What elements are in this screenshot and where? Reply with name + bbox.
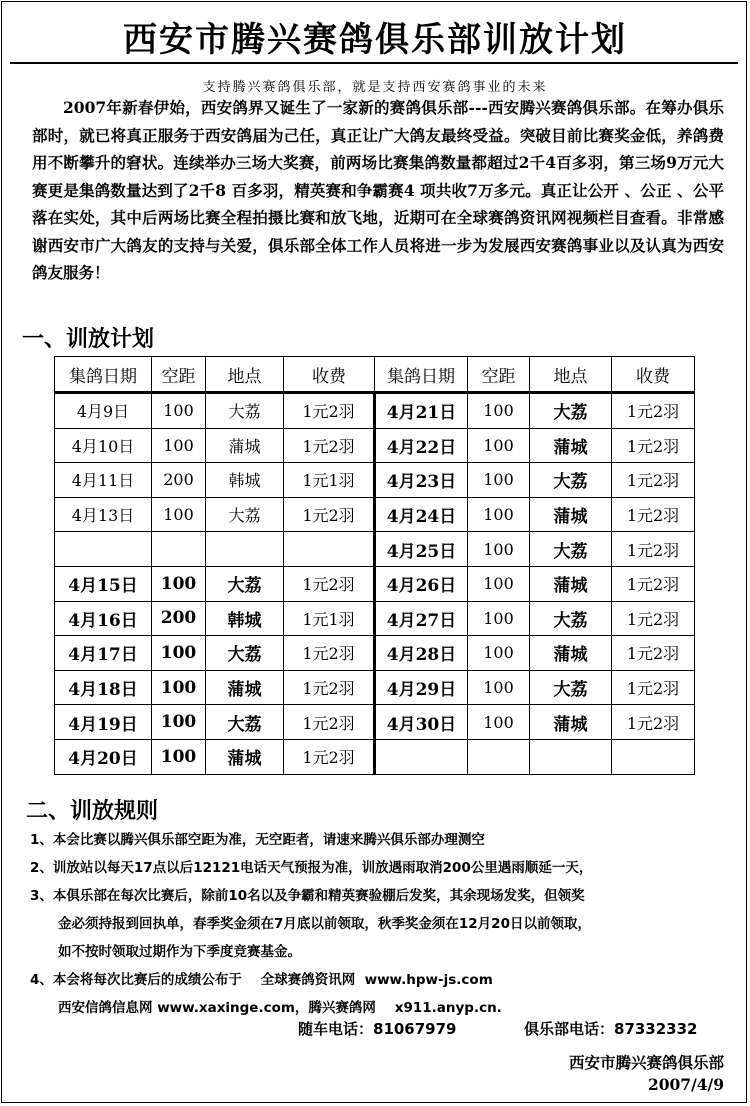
table-cell: 4月15日 — [55, 566, 152, 601]
table-cell — [284, 532, 375, 567]
table-cell — [55, 532, 152, 567]
table-cell: 大荔 — [530, 670, 612, 705]
table-cell: 蒲城 — [530, 497, 612, 532]
section-heading-rules: 二、训放规则 — [26, 799, 159, 824]
table-cell: 1元2羽 — [284, 670, 375, 705]
table-cell: 4月18日 — [55, 670, 152, 705]
table-cell: 1元2羽 — [612, 670, 695, 705]
table-row — [55, 497, 695, 532]
rule-item-continuation: 西安信鸽信息网 www.xaxinge.com，腾兴赛鸽网 x911.anyp.cn. — [58, 1000, 502, 1016]
slogan: 支持腾兴赛鸽俱乐部，就是支持西安赛鸽事业的未来 — [202, 80, 548, 95]
table-cell: 4月20日 — [55, 739, 152, 774]
table-cell: 4月27日 — [375, 601, 468, 636]
table-cell: 4月26日 — [375, 566, 468, 601]
table-cell — [375, 739, 468, 774]
table-cell: 蒲城 — [530, 428, 612, 463]
table-header-row — [55, 357, 695, 393]
table-cell — [468, 739, 530, 774]
table-cell: 大荔 — [206, 497, 284, 532]
table-cell: 1元2羽 — [612, 636, 695, 671]
table-cell: 大荔 — [206, 566, 284, 601]
col-header: 地点 — [206, 357, 284, 393]
table-row — [55, 705, 695, 740]
table-row — [55, 636, 695, 671]
table-cell: 100 — [468, 463, 530, 498]
table-cell: 蒲城 — [206, 670, 284, 705]
signature-org: 西安市腾兴赛鸽俱乐部 — [568, 1053, 724, 1072]
table-row — [55, 739, 695, 774]
table-cell: 蒲城 — [530, 636, 612, 671]
table-cell: 1元2羽 — [284, 566, 375, 601]
table-cell: 1元2羽 — [284, 393, 375, 429]
table-cell: 100 — [152, 566, 206, 601]
table-cell: 100 — [152, 670, 206, 705]
section-heading-schedule: 一、训放计划 — [22, 327, 155, 352]
table-cell: 1元2羽 — [612, 566, 695, 601]
table-cell: 1元2羽 — [612, 393, 695, 429]
table-cell: 4月23日 — [375, 463, 468, 498]
table-cell: 100 — [152, 636, 206, 671]
table-cell: 4月25日 — [375, 532, 468, 567]
table-cell: 4月11日 — [55, 463, 152, 498]
table-cell: 1元1羽 — [284, 601, 375, 636]
table-row — [55, 601, 695, 636]
signature-block — [569, 1052, 724, 1096]
table-cell: 4月24日 — [375, 497, 468, 532]
signature-date: 2007/4/9 — [647, 1075, 724, 1094]
table-cell: 4月21日 — [375, 393, 468, 429]
rules-list — [30, 826, 730, 1022]
table-cell: 4月29日 — [375, 670, 468, 705]
table-cell: 大荔 — [530, 463, 612, 498]
table-cell: 100 — [468, 670, 530, 705]
table-cell — [152, 532, 206, 567]
table-cell: 大荔 — [206, 393, 284, 429]
table-cell: 100 — [468, 705, 530, 740]
table-cell: 1元2羽 — [612, 428, 695, 463]
table-cell: 100 — [152, 497, 206, 532]
table-cell: 蒲城 — [206, 428, 284, 463]
table-cell: 大荔 — [530, 601, 612, 636]
rule-item: 2、训放站以每天17点以后12121电话天气预报为准，训放遇雨取消200公里遇雨顺延一天， — [30, 860, 593, 876]
rule-item: 4、本会将每次比赛后的成绩公布于 全球赛鸽资讯网 www.hpw-js.com — [30, 972, 493, 988]
table-cell: 100 — [468, 636, 530, 671]
table-cell: 1元2羽 — [612, 532, 695, 567]
table-cell: 100 — [468, 532, 530, 567]
table-cell: 大荔 — [206, 636, 284, 671]
table-cell: 韩城 — [206, 601, 284, 636]
table-cell: 大荔 — [530, 393, 612, 429]
table-cell: 4月22日 — [375, 428, 468, 463]
table-cell: 大荔 — [530, 532, 612, 567]
table-cell: 1元2羽 — [612, 463, 695, 498]
table-cell: 200 — [152, 601, 206, 636]
table-row — [55, 532, 695, 567]
col-header: 收费 — [284, 357, 375, 393]
table-cell: 100 — [152, 393, 206, 429]
table-cell: 4月28日 — [375, 636, 468, 671]
table-row — [55, 428, 695, 463]
table-row — [55, 670, 695, 705]
rule-item-continuation: 金必须持报到回执单，春季奖金须在7月底以前领取，秋季奖金须在12月20日以前领取， — [58, 916, 591, 932]
table-cell: 4月19日 — [55, 705, 152, 740]
col-header: 空距 — [468, 357, 530, 393]
table-cell: 1元2羽 — [612, 601, 695, 636]
table-cell: 4月10日 — [55, 428, 152, 463]
table-cell: 100 — [468, 601, 530, 636]
table-cell: 100 — [152, 428, 206, 463]
col-header: 地点 — [530, 357, 612, 393]
table-cell: 100 — [152, 705, 206, 740]
table-cell: 100 — [468, 566, 530, 601]
table-row — [55, 463, 695, 498]
table-cell: 1元2羽 — [612, 497, 695, 532]
table-cell: 大荔 — [206, 705, 284, 740]
table-cell: 1元1羽 — [284, 463, 375, 498]
schedule-table — [54, 356, 695, 775]
table-cell: 100 — [152, 739, 206, 774]
col-header: 集鸽日期 — [375, 357, 468, 393]
rule-item: 3、本俱乐部在每次比赛后，除前10名以及争霸和精英赛验棚后发奖，其余现场发奖，但领奖 — [30, 888, 585, 904]
table-cell — [612, 739, 695, 774]
page-title: 西安市腾兴赛鸽俱乐部训放计划 — [123, 20, 627, 60]
table-cell: 1元2羽 — [284, 428, 375, 463]
table-cell — [206, 532, 284, 567]
table-cell: 韩城 — [206, 463, 284, 498]
intro-paragraph: 2007年新春伊始，西安鸽界又诞生了一家新的赛鸽俱乐部---西安腾兴赛鸽俱乐部。在筹办俱乐部时，就已将真正服务于西安鸽届为己任，真正让广大鸽友最终受益。突破目前比赛奖金低，养鸽费用不断攀升的窘状。连续举办三场大奖赛，前两场比赛集鸽数量都超过2千4百多羽，第三场9万元大赛更是集鸽数量达到了2千8 百多羽，精英赛和争霸赛4 项共收7万多元。真正让公开 、公正 、公平落在实处，其中后两场比赛全程拍摄比赛和放飞地，近期可在全球赛鸽资讯网视频栏目查看。非常感谢西安市广大鸽友的支持与关爱，俱乐部全体工作人员将进一步为发展西安赛鸽事业以及认真为西安鸽友服务！ — [32, 98, 724, 282]
table-cell: 蒲城 — [530, 566, 612, 601]
table-cell: 1元2羽 — [284, 739, 375, 774]
table-cell: 4月30日 — [375, 705, 468, 740]
table-cell: 1元2羽 — [284, 636, 375, 671]
table-cell: 1元2羽 — [284, 497, 375, 532]
table-cell: 1元2羽 — [612, 705, 695, 740]
table-cell: 蒲城 — [530, 705, 612, 740]
club-phone: 俱乐部电话：87332332 — [524, 1020, 698, 1038]
col-header: 收费 — [612, 357, 695, 393]
rule-item: 1、本会比赛以腾兴俱乐部空距为准，无空距者，请速来腾兴俱乐部办理测空 — [30, 832, 485, 848]
title-divider — [10, 62, 738, 64]
table-cell: 100 — [468, 393, 530, 429]
table-cell: 200 — [152, 463, 206, 498]
col-header: 空距 — [152, 357, 206, 393]
table-cell: 100 — [468, 428, 530, 463]
table-row — [55, 566, 695, 601]
rule-item-continuation: 如不按时领取过期作为下季度竞赛基金。 — [58, 944, 301, 960]
table-cell: 1元2羽 — [284, 705, 375, 740]
table-cell: 100 — [468, 497, 530, 532]
table-cell: 4月17日 — [55, 636, 152, 671]
table-cell: 蒲城 — [206, 739, 284, 774]
table-row — [55, 393, 695, 429]
table-cell: 4月16日 — [55, 601, 152, 636]
table-cell — [530, 739, 612, 774]
car-phone: 随车电话：81067979 — [298, 1020, 457, 1038]
table-cell: 4月13日 — [55, 497, 152, 532]
table-cell: 4月9日 — [55, 393, 152, 429]
col-header: 集鸽日期 — [55, 357, 152, 393]
